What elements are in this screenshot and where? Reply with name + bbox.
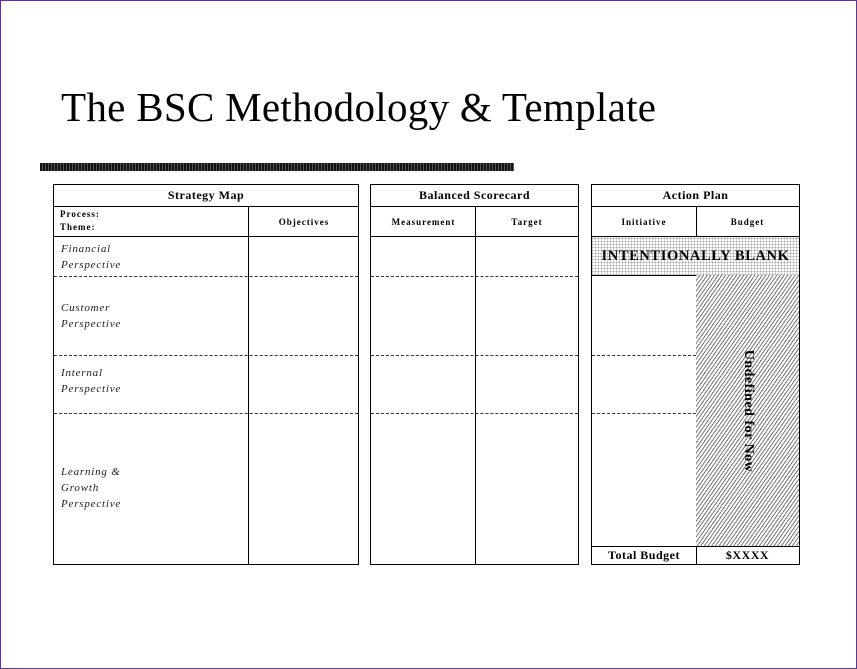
- learning-growth-perspective-label: Learning & Growth Perspective: [61, 466, 122, 510]
- row-divider: [592, 355, 696, 356]
- row-divider: [54, 413, 358, 414]
- row-divider: [54, 276, 358, 277]
- page-title: The BSC Methodology & Template: [61, 84, 657, 130]
- strategy-map-header: Strategy Map: [54, 185, 358, 207]
- strategy-map-panel: [53, 184, 359, 565]
- strategy-map-divider: [248, 206, 249, 564]
- row-divider: [371, 413, 578, 414]
- strategy-map-subheader-line: [54, 236, 358, 237]
- financial-perspective-label: Financial Perspective: [61, 243, 122, 271]
- undefined-hatched-area: [696, 275, 799, 546]
- undefined-label: Undefined for Now: [740, 349, 756, 472]
- row-divider: [54, 355, 358, 356]
- row-divider: [592, 413, 696, 414]
- balanced-scorecard-header: Balanced Scorecard: [371, 185, 578, 207]
- total-budget-label: Total Budget: [608, 548, 680, 562]
- total-budget-value: $XXXX: [725, 548, 770, 562]
- internal-perspective-label: Internal Perspective: [61, 367, 122, 395]
- title-divider: [40, 163, 514, 171]
- budget-label: Budget: [730, 217, 765, 227]
- balanced-scorecard-panel: [370, 184, 579, 565]
- theme-label: Theme:: [60, 222, 96, 232]
- process-label: Process:: [60, 209, 100, 219]
- initiative-label: Initiative: [621, 217, 667, 227]
- intentionally-blank-box: INTENTIONALLY BLANK: [592, 237, 799, 275]
- customer-perspective-label: Customer Perspective: [61, 302, 122, 330]
- measurement-label: Measurement: [391, 217, 456, 227]
- scorecard-subheader-line: [371, 236, 578, 237]
- row-divider: [371, 355, 578, 356]
- action-plan-panel: [591, 184, 800, 565]
- row-divider: [371, 276, 578, 277]
- objectives-label: Objectives: [278, 217, 330, 227]
- target-label: Target: [511, 217, 543, 227]
- scorecard-divider: [475, 206, 476, 564]
- action-plan-header: Action Plan: [592, 185, 799, 207]
